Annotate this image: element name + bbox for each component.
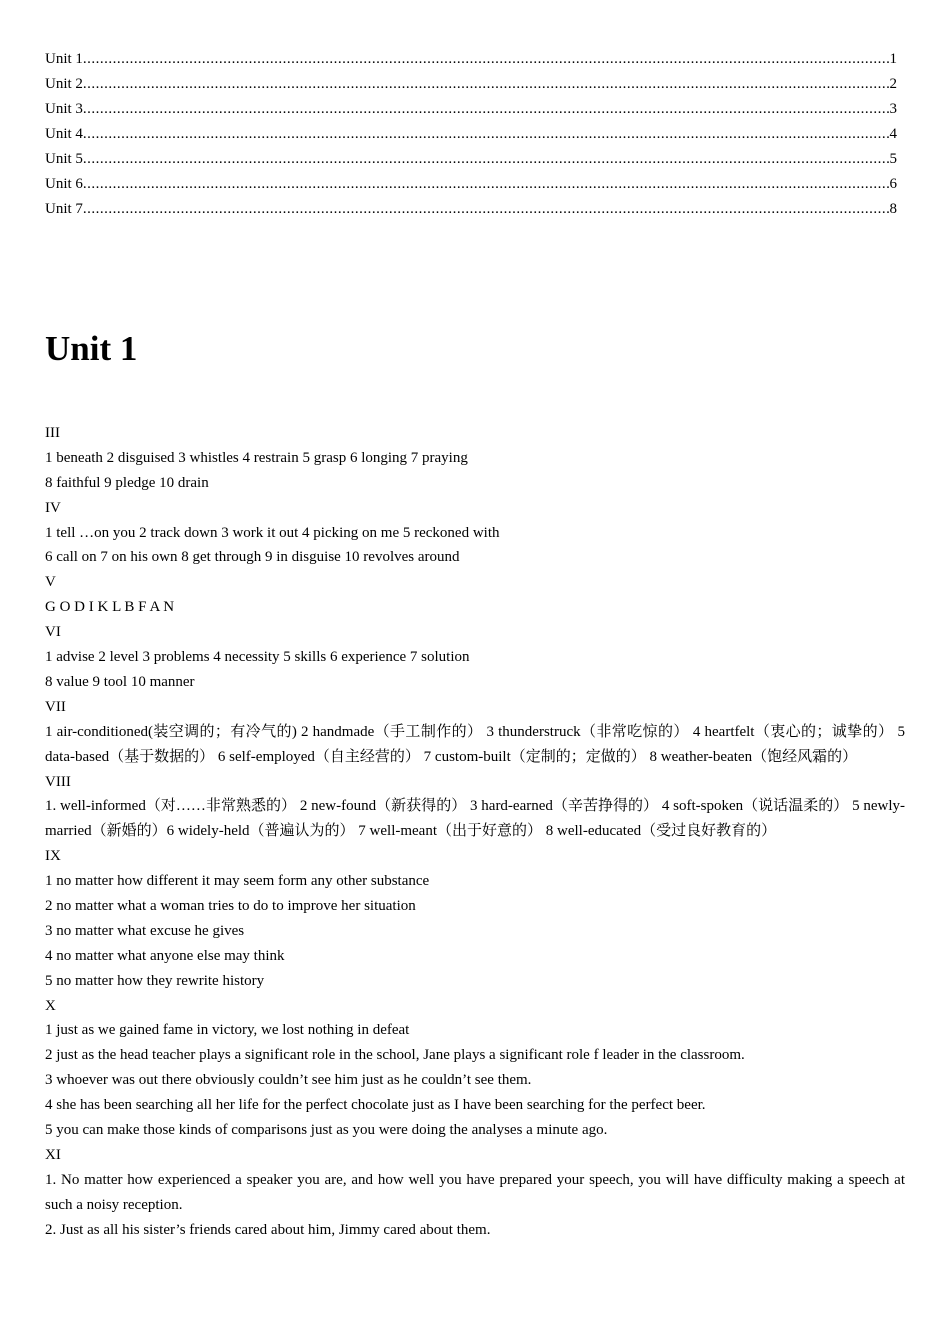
section-title: X bbox=[45, 997, 56, 1014]
answer-paragraph: 1. No matter how experienced a speaker you are, and how well you have prepared your speech, you will have difficulty making a speech at such a noisy reception. bbox=[45, 1171, 905, 1213]
section-title: VII bbox=[45, 698, 66, 715]
answer-line: 1 no matter how different it may seem form any other substance bbox=[45, 873, 430, 890]
section-title: III bbox=[45, 425, 60, 441]
answer-line: 1 beneath 2 disguised 3 whistles 4 restrain 5 grasp 6 longing 7 praying bbox=[45, 449, 468, 466]
answer-line: 2. Just as all his sister’s friends cared about him, Jimmy cared about them. bbox=[45, 1221, 491, 1238]
section-title: VIII bbox=[45, 773, 71, 790]
answer-line: 5 no matter how they rewrite history bbox=[45, 972, 265, 989]
toc-entry-label: Unit 2 bbox=[45, 76, 83, 92]
answer-paragraph: 1. well-informed（对……非常熟悉的） 2 new-found（新获得的） 3 hard-earned（辛苦挣得的） 4 soft-spoken（说话温柔的） 5 newly-married（新婚的）6 widely-held（普遍认为的） 7 well-meant（出于好意的） 8 well-educated（受过良好教育的） bbox=[45, 798, 905, 840]
toc-leader-dots bbox=[83, 97, 890, 122]
answer-key-body bbox=[45, 421, 905, 1242]
answer-line: 2 just as the head teacher plays a significant role in the school, Jane plays a significant role f leader in the classroom. bbox=[45, 1047, 745, 1064]
toc-entry-label: Unit 4 bbox=[45, 126, 83, 142]
answer-line: 1 advise 2 level 3 problems 4 necessity 5 skills 6 experience 7 solution bbox=[45, 649, 470, 666]
section-title: IV bbox=[45, 499, 61, 516]
answer-line: 2 no matter what a woman tries to do to improve her situation bbox=[45, 897, 416, 914]
table-of-contents bbox=[45, 47, 897, 222]
unit-heading: Unit 1 bbox=[45, 329, 138, 368]
toc-entry-page: 2 bbox=[889, 76, 897, 92]
toc-leader-dots bbox=[83, 172, 890, 197]
answer-line: 6 call on 7 on his own 8 get through 9 in disguise 10 revolves around bbox=[45, 549, 460, 566]
toc-entry-page: 6 bbox=[889, 176, 897, 192]
section-title: XI bbox=[45, 1146, 61, 1163]
toc-leader-dots bbox=[83, 47, 890, 72]
toc-entry[interactable] bbox=[45, 72, 897, 97]
answer-line: 4 she has been searching all her life for the perfect chocolate just as I have been searching for the perfect beer. bbox=[45, 1097, 706, 1114]
answer-line: G O D I K L B F A N bbox=[45, 599, 175, 616]
toc-leader-dots bbox=[83, 197, 890, 222]
answer-paragraph: 1 air-conditioned(装空调的；有冷气的) 2 handmade（手工制作的） 3 thunderstruck（非常吃惊的） 4 heartfelt（衷心的；诚挚的） 5 data-based（基于数据的） 6 self-employed（自主经营的） 7 custom-built（定制的；定做的） 8 weather-beaten（饱经风霜的） bbox=[45, 723, 905, 765]
answer-line: 8 faithful 9 pledge 10 drain bbox=[45, 474, 209, 491]
answer-line: 1 just as we gained fame in victory, we lost nothing in defeat bbox=[45, 1022, 410, 1039]
toc-entry-page: 8 bbox=[889, 201, 897, 217]
toc-entry-label: Unit 7 bbox=[45, 201, 83, 217]
toc-entry[interactable] bbox=[45, 197, 897, 222]
answer-line: 1 tell …on you 2 track down 3 work it out 4 picking on me 5 reckoned with bbox=[45, 524, 500, 541]
toc-entry[interactable] bbox=[45, 47, 897, 72]
toc-entry-page: 1 bbox=[889, 51, 897, 67]
toc-entry-label: Unit 1 bbox=[45, 51, 83, 67]
answer-line: 8 value 9 tool 10 manner bbox=[45, 673, 195, 690]
answer-line: 4 no matter what anyone else may think bbox=[45, 947, 285, 964]
toc-entry-label: Unit 3 bbox=[45, 101, 83, 117]
toc-entry-label: Unit 6 bbox=[45, 176, 83, 192]
answer-line: 3 whoever was out there obviously couldn’t see him just as he couldn’t see them. bbox=[45, 1072, 532, 1089]
toc-leader-dots bbox=[83, 72, 890, 97]
toc-entry-label: Unit 5 bbox=[45, 151, 83, 167]
section-title: V bbox=[45, 574, 56, 591]
toc-entry[interactable] bbox=[45, 122, 897, 147]
toc-entry-page: 5 bbox=[889, 151, 897, 167]
section-title: IX bbox=[45, 848, 61, 865]
toc-entry[interactable] bbox=[45, 97, 897, 122]
toc-entry-page: 3 bbox=[889, 101, 897, 117]
toc-leader-dots bbox=[83, 147, 890, 172]
toc-leader-dots bbox=[83, 122, 890, 147]
toc-entry-page: 4 bbox=[889, 126, 897, 142]
toc-entry[interactable] bbox=[45, 172, 897, 197]
answer-line: 5 you can make those kinds of comparisons just as you were doing the analyses a minute ago. bbox=[45, 1122, 608, 1138]
answer-line: 3 no matter what excuse he gives bbox=[45, 922, 245, 939]
section-title: VI bbox=[45, 624, 61, 641]
toc-entry[interactable] bbox=[45, 147, 897, 172]
